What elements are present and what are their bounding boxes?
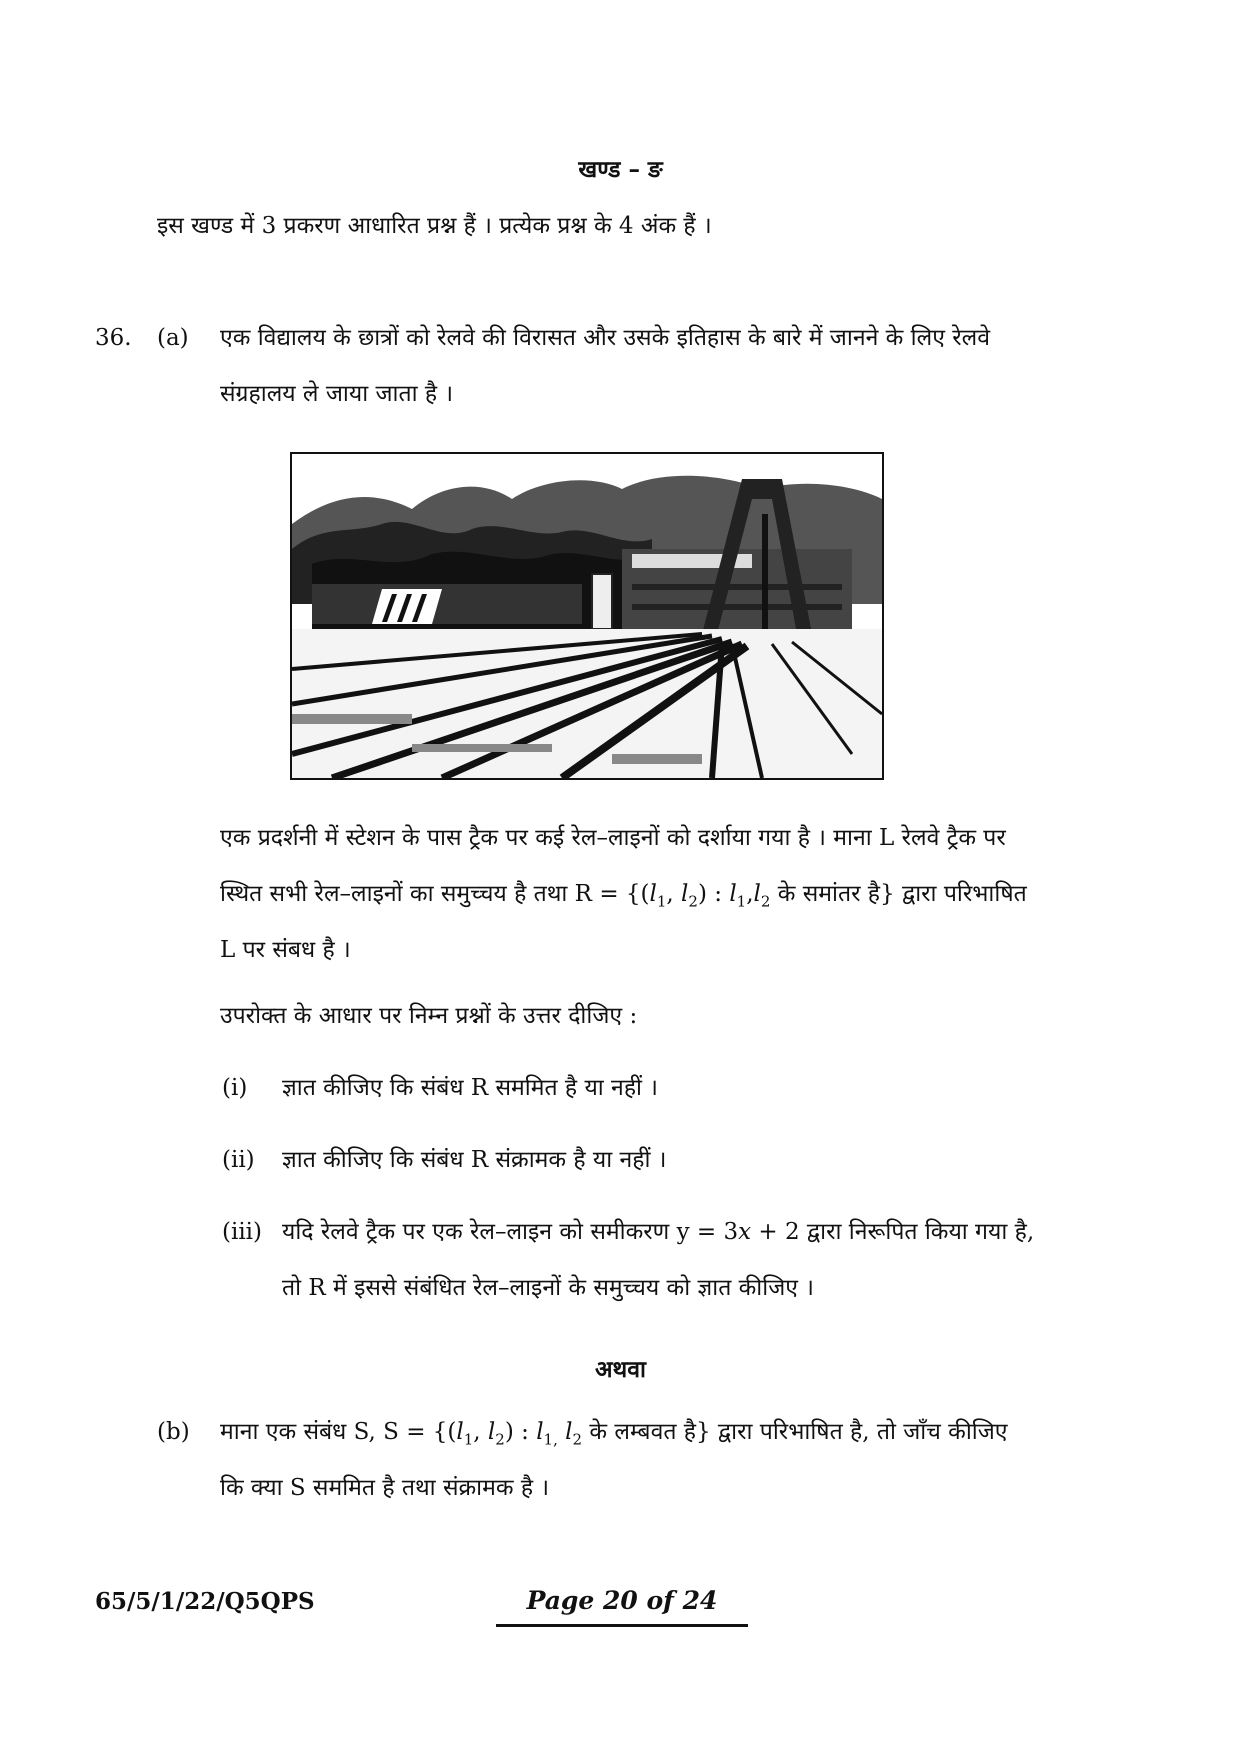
instruction-prompt: उपरोक्त के आधार पर निम्न प्रश्नों के उत्तर दीजिए : [220,1003,638,1029]
sub-item-text-i: ज्ञात कीजिए कि संबंध R सममित है या नहीं । [282,1075,659,1101]
railway-museum-photo [290,452,884,780]
sub-item-text-ii: ज्ञात कीजिए कि संबंध R संक्रामक है या नहीं । [282,1147,667,1173]
section-title: खण्ड – ङ [578,156,663,183]
section-intro: इस खण्ड में 3 प्रकरण आधारित प्रश्न हैं । प्रत्येक प्रश्न के 4 अंक हैं । [157,213,712,239]
description-line-1: एक प्रदर्शनी में स्टेशन के पास ट्रैक पर कई रेल–लाइनों को दर्शाया गया है । माना L रेलवे ट्रैक पर [220,825,1006,851]
part-a-line-2: संग्रहालय ले जाया जाता है । [220,381,454,407]
or-separator: अथवा [594,1356,646,1383]
description-line-2: स्थित सभी रेल–लाइनों का समुच्चय है तथा $R = \{(l_1$, $l_2$) : $l_1,l_2$ के समांतर है} द्वारा परिभाषित [220,881,1027,911]
description-line-3: L पर संबध है । [220,937,351,963]
page-number-underline [496,1624,748,1627]
question-number: 36. [95,325,132,351]
part-a-label: (a) [157,325,189,351]
sub-item-label-iii: (iii) [222,1219,263,1245]
sub-item-text-iii-line-2: तो R में इससे संबंधित रेल–लाइनों के समुच्चय को ज्ञात कीजिए । [282,1275,815,1301]
part-b-line-2: कि क्या S सममित है तथा संक्रामक है । [220,1475,550,1501]
page-number: Page 20 of 24 [526,1586,718,1615]
part-a-line-1: एक विद्यालय के छात्रों को रेलवे की विरासत और उसके इतिहास के बारे में जानने के लिए रेलवे [220,325,991,351]
sub-item-text-iii: यदि रेलवे ट्रैक पर एक रेल–लाइन को समीकरण y = 3x + 2 द्वारा निरूपित किया गया है, [282,1219,1035,1245]
sub-item-label-ii: (ii) [222,1147,255,1173]
sub-item-label-i: (i) [222,1075,248,1101]
paper-code: 65/5/1/22/Q5QPS [95,1588,315,1615]
part-b-label: (b) [157,1419,190,1445]
part-b-line-1: माना एक संबंध S, $S = \{(l_1$, $l_2$) : $l_{1,}$ $l_2$ के लम्बवत है} द्वारा परिभाषित है, तो जाँच कीजिए [220,1419,1008,1449]
